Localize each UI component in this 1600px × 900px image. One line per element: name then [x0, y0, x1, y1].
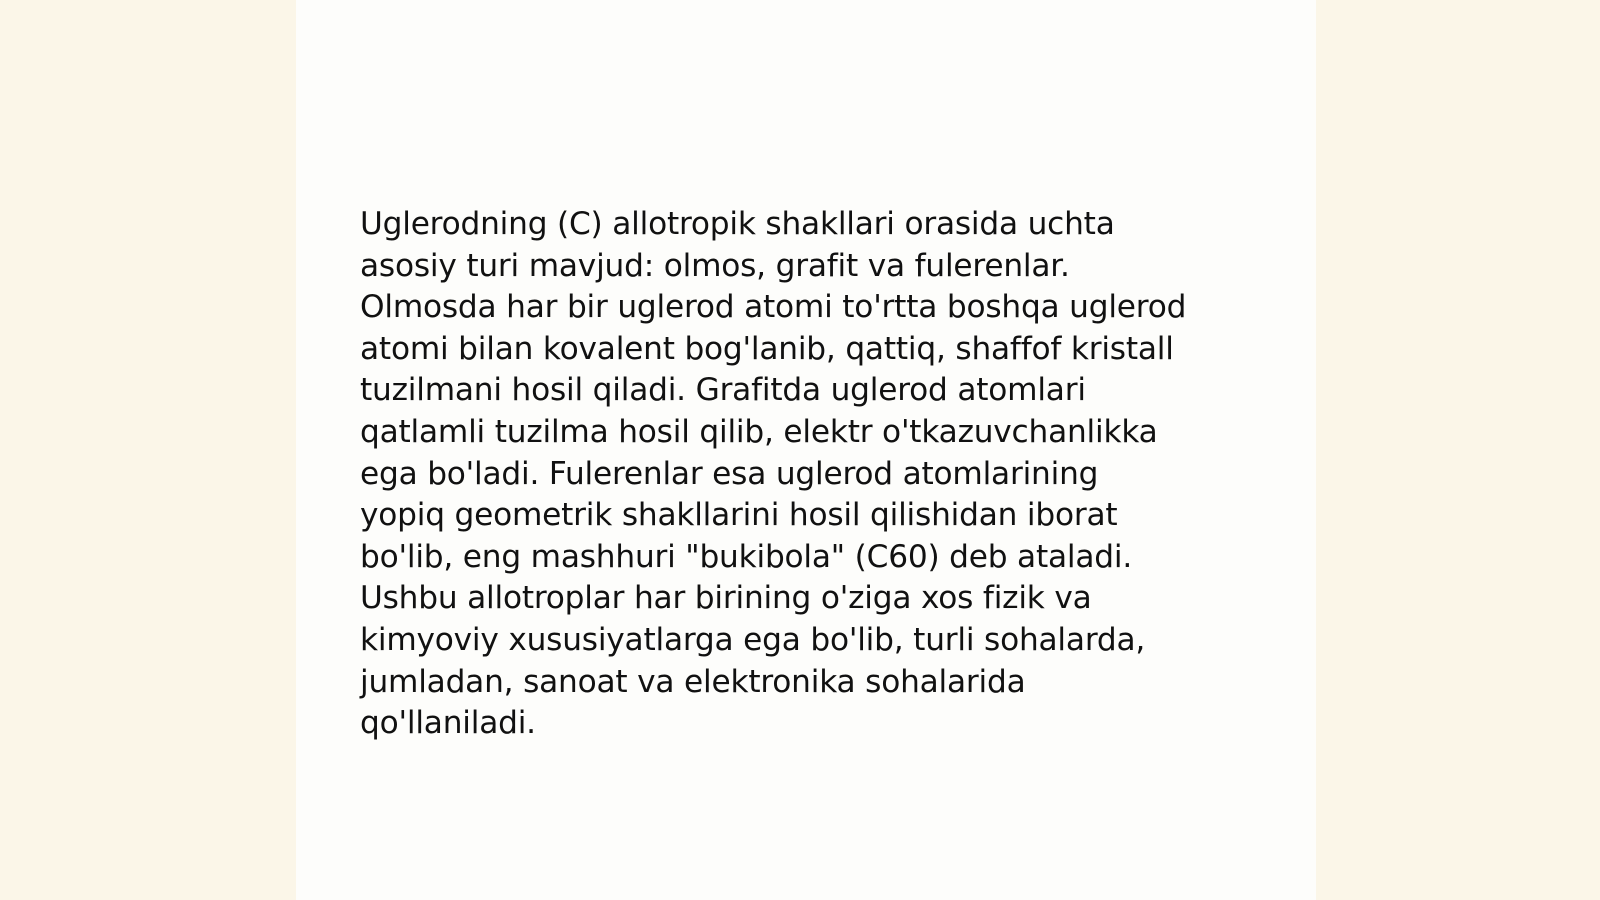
right-margin	[1316, 0, 1600, 900]
text-line: kimyoviy xususiyatlarga ega bo'lib, turli sohalarda,	[360, 621, 1146, 658]
text-line: qatlamli tuzilma hosil qilib, elektr o'tkazuvchanlikka	[360, 413, 1158, 450]
text-line: ega bo'ladi. Fulerenlar esa uglerod atomlarining	[360, 455, 1099, 492]
text-line: asosiy turi mavjud: olmos, grafit va fulerenlar.	[360, 247, 1070, 284]
text-line: atomi bilan kovalent bog'lanib, qattiq, shaffof kristall	[360, 330, 1174, 367]
text-line: jumladan, sanoat va elektronika sohalarida	[360, 663, 1026, 700]
text-line: Ushbu allotroplar har birining o'ziga xos fizik va	[360, 580, 1092, 617]
left-margin	[0, 0, 296, 900]
text-line: Uglerodning (C) allotropik shakllari orasida uchta	[360, 206, 1115, 242]
text-line: Olmosda har bir uglerod atomi to'rtta boshqa uglerod	[360, 289, 1187, 326]
slide	[296, 0, 1316, 900]
text-line: bo'lib, eng mashhuri "bukibola" (C60) deb ataladi.	[360, 538, 1133, 575]
slide-body-text	[360, 204, 1260, 745]
text-line: yopiq geometrik shakllarini hosil qilishidan iborat	[360, 497, 1118, 534]
text-line: tuzilmani hosil qiladi. Grafitda uglerod atomlari	[360, 372, 1086, 409]
text-line: qo'llaniladi.	[360, 705, 536, 742]
